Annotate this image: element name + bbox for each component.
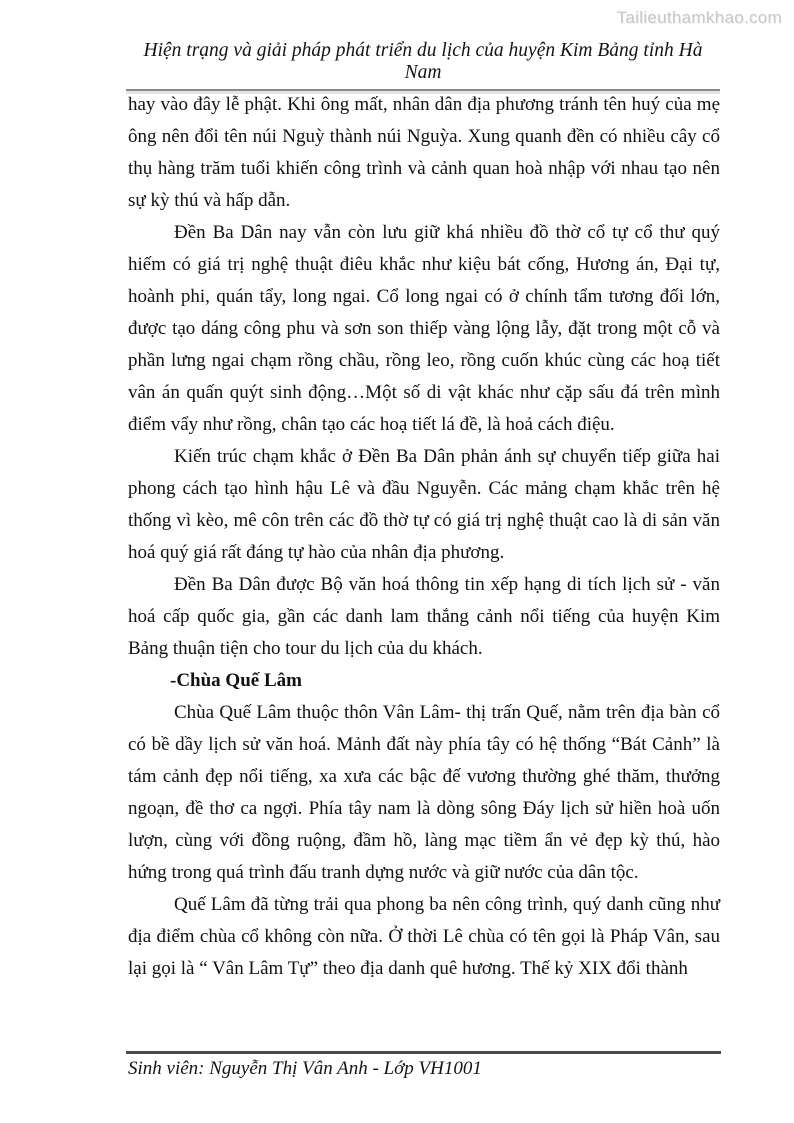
section-heading-chua-que-lam: -Chùa Quế Lâm (170, 670, 302, 691)
paragraph-chua-que-lam-location: Chùa Quế Lâm thuộc thôn Vân Lâm- thị trấn Quế, nằm trên địa bàn cổ có bề dầy lịch sử văn hoá. Mảnh đất này phía tây có hệ thống “Bát Cảnh” là tám cảnh đẹp nổi tiếng, xa xưa các bậc đế vương thường ghé thăm, thưởng ngoạn, đề thơ ca ngợi. Phía tây nam là dòng sông Đáy lịch sử hiền hoà uốn lượn, cùng với đồng ruộng, đầm hồ, làng mạc tiềm ẩn vẻ đẹp kỳ thú, hào hứng trong quá trình đấu tranh dựng nước và giữ nước của dân tộc. (128, 702, 720, 883)
paragraph-chua-que-lam-history: Quế Lâm đã từng trải qua phong ba nên công trình, quý danh cũng như địa điểm chùa cổ không còn nữa. Ở thời Lê chùa có tên gọi là Pháp Vân, sau lại gọi là “ Vân Lâm Tự” theo địa danh quê hương. Thế kỷ XIX đổi thành (128, 894, 720, 979)
document-body (128, 89, 720, 985)
running-header (126, 40, 720, 91)
paragraph-den-ba-dan-ranking: Đền Ba Dân được Bộ văn hoá thông tin xếp hạng di tích lịch sử - văn hoá cấp quốc gia, gần các danh lam thắng cảnh nổi tiếng của huyện Kim Bảng thuận tiện cho tour du lịch của du khách. (128, 574, 720, 659)
page-footer: Sinh viên: Nguyễn Thị Vân Anh - Lớp VH1001 (128, 1058, 482, 1079)
running-header-title: Hiện trạng và giải pháp phát triển du lịch của huyện Kim Bảng tỉnh Hà Nam (143, 40, 703, 83)
paragraph-continuation: hay vào đây lễ phật. Khi ông mất, nhân dân địa phương tránh tên huý của mẹ ông nên đổi tên núi Nguỳ thành núi Nguỳa. Xung quanh đền có nhiều cây cổ thụ hàng trăm tuổi khiến công trình và cảnh quan hoà nhập với nhau tạo nên sự kỳ thú và hấp dẫn. (128, 94, 720, 211)
paragraph-den-ba-dan-architecture: Kiến trúc chạm khắc ở Đền Ba Dân phản ánh sự chuyển tiếp giữa hai phong cách tạo hình hậu Lê và đầu Nguyễn. Các mảng chạm khắc trên hệ thống vì kèo, mê côn trên các đồ thờ tự có giá trị nghệ thuật cao là di sản văn hoá quý giá rất đáng tự hào của nhân địa phương. (128, 446, 720, 563)
paragraph-den-ba-dan-artifacts: Đền Ba Dân nay vẫn còn lưu giữ khá nhiều đồ thờ cổ tự cổ thư quý hiếm có giá trị nghệ thuật điêu khắc như kiệu bát cống, Hương án, Đại tự, hoành phi, quán tẩy, long ngai. Cổ long ngai có ở chính tẩm tương đối lớn, được tạo dáng công phu và sơn son thiếp vàng lộng lẫy, đặt trong một cỗ và phần lưng ngai chạm rồng chầu, rồng leo, rồng cuốn khúc cùng các hoạ tiết vân án quấn quýt sinh động…Một số di vật khác như cặp sấu đá trên mình điểm vẩy như rồng, chân tạo các hoạ tiết lá đề, là hoả cách điệu. (128, 222, 720, 435)
site-watermark: Tailieuthamkhao.com (616, 8, 782, 27)
footer-rule (126, 1051, 721, 1054)
